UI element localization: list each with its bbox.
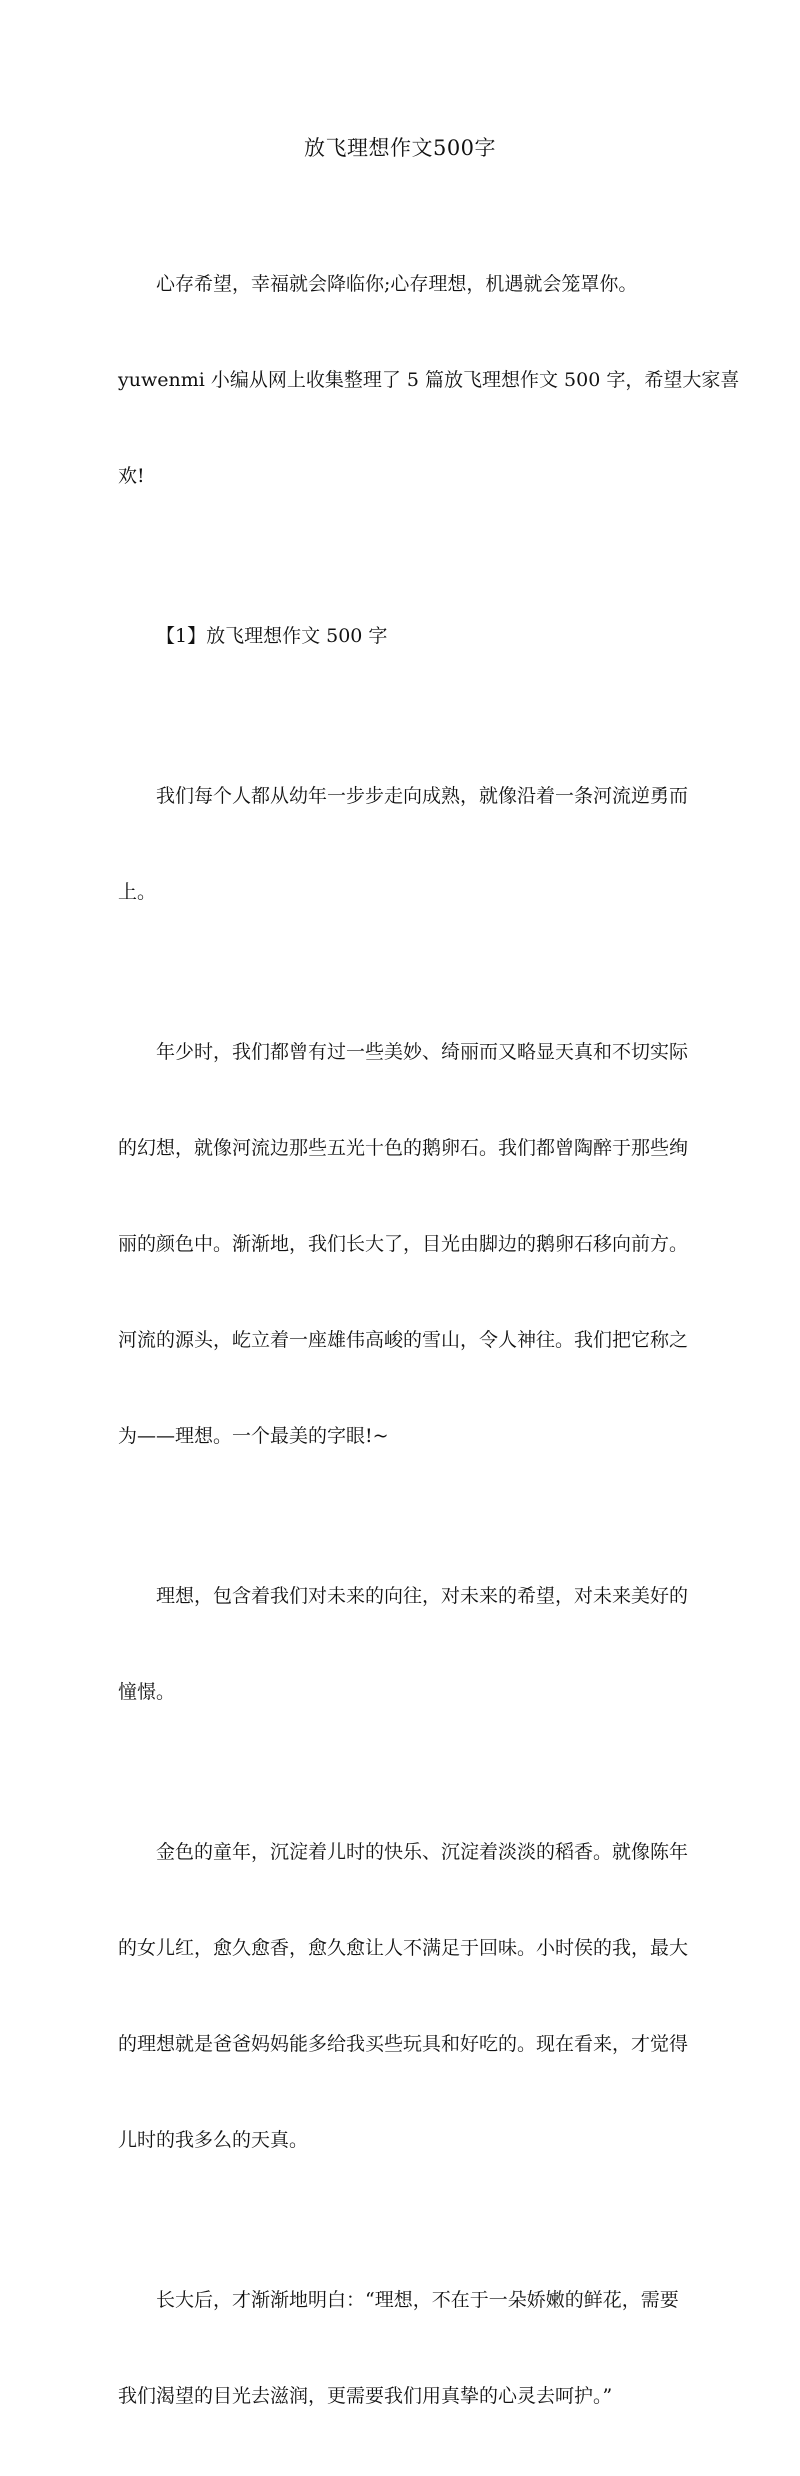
text-line: 长大后，才渐渐地明白：“理想，不在于一朵娇嫩的鲜花，需要 [156, 2289, 679, 2311]
text-line: 我们每个人都从幼年一步步走向成熟，就像沿着一条河流逆勇而 [156, 785, 689, 807]
text-line: 为——理想。一个最美的字眼!~ [118, 1425, 389, 1447]
text-line: 河流的源头，屹立着一座雄伟高峻的雪山，令人神往。我们把它称之 [118, 1329, 689, 1351]
text-line: 心存希望，幸福就会降临你;心存理想，机遇就会笼罩你。 [156, 273, 638, 295]
text-line: 我们渴望的目光去滋润，更需要我们用真挚的心灵去呵护。” [118, 2385, 613, 2407]
text-line: 丽的颜色中。渐渐地，我们长大了，目光由脚边的鹅卵石移向前方。 [118, 1233, 689, 1255]
text-line: 憧憬。 [118, 1681, 176, 1703]
page-title: 放飞理想作文500字 [303, 136, 497, 160]
paragraph [118, 716, 692, 972]
paragraph [118, 1516, 692, 1772]
document-body [118, 204, 740, 2476]
text-line: 的幻想，就像河流边那些五光十色的鹅卵石。我们都曾陶醉于那些绚 [118, 1137, 689, 1159]
section-heading [118, 556, 692, 716]
text-line: 的女儿红，愈久愈香，愈久愈让人不满足于回味。小时侯的我，最大 [118, 1937, 689, 1959]
text-line: 【1】放飞理想作文 500 字 [156, 625, 388, 647]
text-line: 金色的童年，沉淀着儿时的快乐、沉淀着淡淡的稻香。就像陈年 [156, 1841, 689, 1863]
text-line: 上。 [118, 881, 157, 903]
text-line: 年少时，我们都曾有过一些美妙、绮丽而又略显天真和不切实际 [156, 1041, 689, 1063]
text-line: yuwenmi 小编从网上收集整理了 5 篇放飞理想作文 500 字，希望大家喜 [118, 369, 740, 391]
paragraph [118, 2220, 692, 2476]
paragraph [118, 1772, 692, 2220]
text-line: 儿时的我多么的天真。 [118, 2129, 309, 2151]
paragraph [118, 972, 692, 1516]
text-line: 欢! [118, 465, 145, 487]
text-line: 的理想就是爸爸妈妈能多给我买些玩具和好吃的。现在看来，才觉得 [118, 2033, 689, 2055]
paragraph-intro [118, 204, 740, 556]
text-line: 理想，包含着我们对未来的向往，对未来的希望，对未来美好的 [156, 1585, 689, 1607]
